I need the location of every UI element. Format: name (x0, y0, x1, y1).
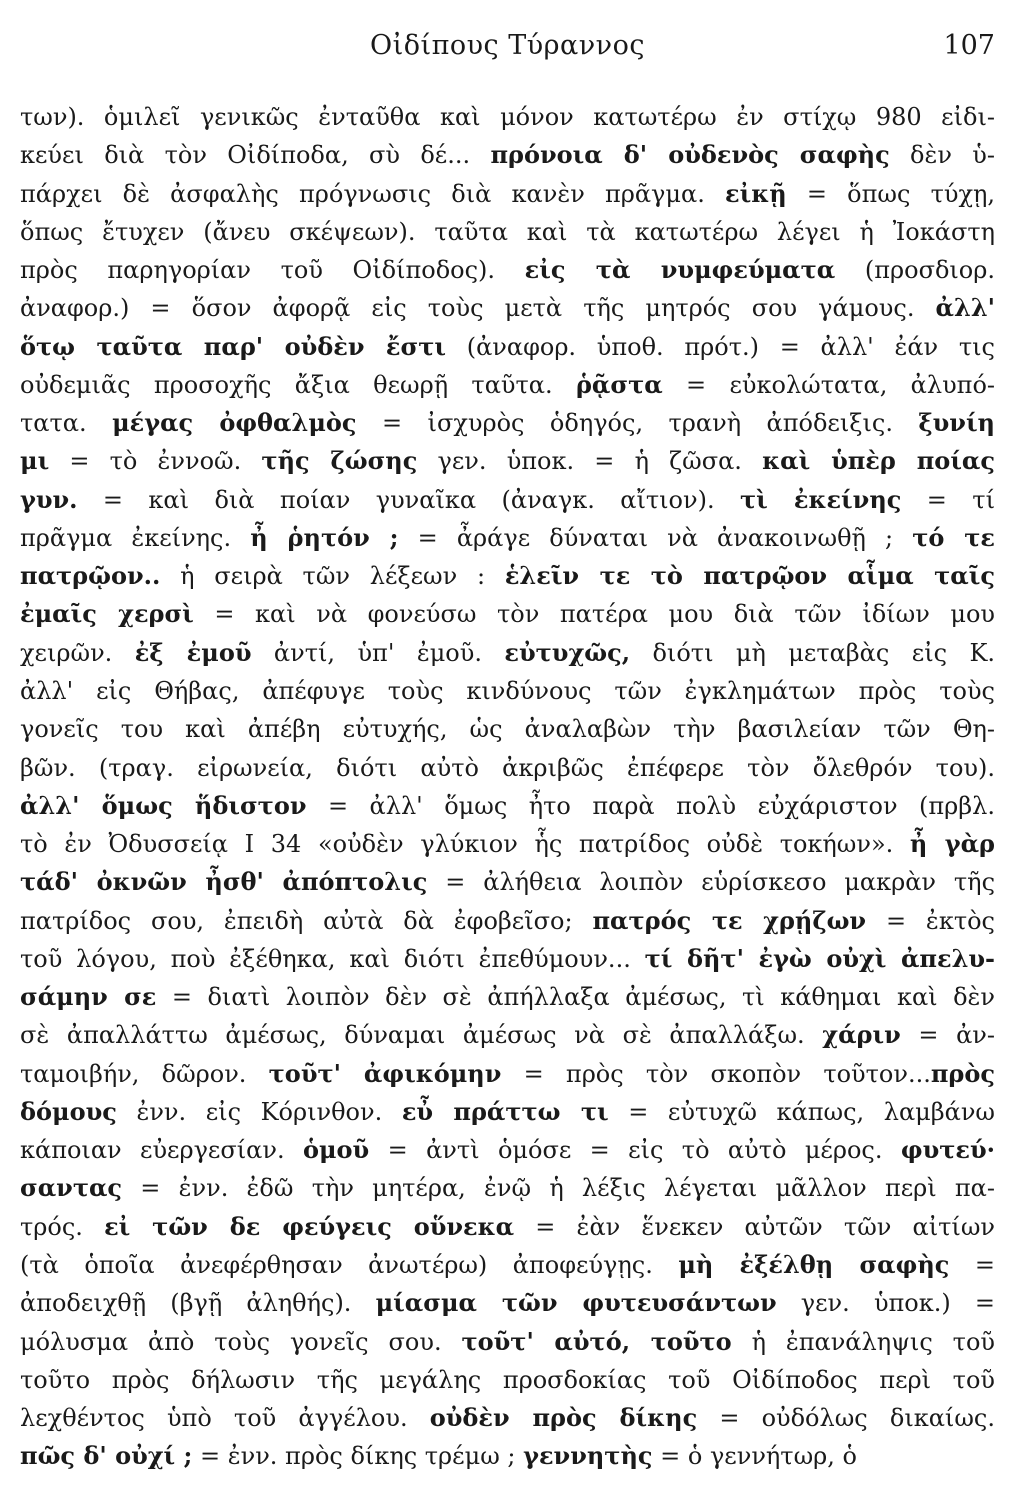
bold-lemma: εἰ τῶν δε φεύγεις οὕνεκα (104, 1211, 515, 1241)
gloss-text: ἀναφορ.) = ὅσον ἀφορᾷ εἰς τοὺς μετὰ τῆς μητρός σου γάμους. (20, 294, 936, 323)
bold-lemma: οὐδὲν πρὸς δίκης (429, 1403, 698, 1433)
text-line (20, 710, 995, 748)
bold-lemma: μι (20, 446, 50, 476)
bold-lemma: σάμην σε (20, 982, 157, 1012)
gloss-text: γεν. ὑποκ. = ἡ ζῶσα. (417, 447, 763, 476)
gloss-text: = (949, 1250, 995, 1279)
gloss-text: = διατὶ λοιπὸν δὲν σὲ ἀπήλλαξα ἀμέσως, τὶ κάθημαι καὶ δὲν (156, 983, 995, 1012)
gloss-text: = ἀλλ' ὅμως ἦτο παρὰ πολὺ εὐχάριστον (πρβλ. (306, 791, 995, 820)
gloss-text: = οὐδόλως δικαίως. (697, 1404, 995, 1433)
text-line (20, 1323, 995, 1361)
gloss-text: κεύει διὰ τὸν Οἰδίποδα, σὺ δέ... (20, 141, 491, 170)
gloss-text: διότι μὴ μεταβὰς εἰς Κ. (630, 638, 995, 667)
bold-lemma: ἑλεῖν τε τὸ πατρῷον αἷμα ταῖς (504, 561, 995, 591)
text-line (20, 940, 995, 978)
text-line (20, 1131, 995, 1169)
bold-lemma: ἀλλ' ὅμως ἥδιστον (20, 790, 307, 820)
text-line (20, 289, 995, 327)
bold-lemma: μέγας ὀφθαλμὸς (112, 408, 357, 438)
bold-lemma: τῆς ζώσης (261, 446, 418, 476)
text-line (20, 404, 995, 442)
gloss-text: = ἀντὶ ὁμόσε = εἰς τὸ αὐτὸ μέρος. (369, 1136, 901, 1165)
gloss-text: πρὸς παρηγορίαν τοῦ Οἰδίποδος). (20, 256, 525, 285)
text-line (20, 175, 995, 213)
text-line (20, 863, 995, 901)
text-line (20, 1169, 995, 1207)
bold-lemma: εὖ πράττω τι (401, 1096, 609, 1126)
bold-lemma: εἰς τὰ νυμφεύματα (524, 255, 836, 285)
text-line (20, 366, 995, 404)
text-line (20, 787, 995, 825)
text-line (20, 251, 995, 289)
gloss-text: = τὸ ἐννοῶ. (49, 447, 262, 476)
gloss-text: κάποιαν εὐεργεσίαν. (20, 1136, 303, 1165)
bold-lemma: ἦ γὰρ (909, 829, 995, 859)
gloss-text: = ἐνν. ἐδῶ τὴν μητέρα, ἐνῷ ἡ λέξις λέγεται μᾶλλον περὶ πα- (122, 1174, 995, 1203)
bold-lemma: τάδ' ὀκνῶν ἦσθ' ἀπόπτολις (20, 867, 428, 897)
gloss-text: ἀποδειχθῇ (βγῇ ἀληθής). (20, 1289, 376, 1318)
text-line (20, 1284, 995, 1322)
gloss-text: τρός. (20, 1212, 105, 1241)
gloss-text: = τί (901, 485, 995, 514)
bold-lemma: εὐτυχῶς, (504, 637, 631, 667)
gloss-text: ὅπως ἔτυχεν (ἄνευ σκέψεων). ταῦτα καὶ τὰ κατωτέρω λέγει ἡ Ἰοκάστη (20, 217, 995, 246)
gloss-text: τοῦ λόγου, ποὺ ἐξέθηκα, καὶ διότι ἐπεθύμουν... (20, 944, 645, 973)
text-line (20, 1246, 995, 1284)
text-line (20, 519, 995, 557)
text-line (20, 328, 995, 366)
text-line (20, 1399, 995, 1437)
running-title: Οἰδίπους Τύραννος (370, 30, 645, 61)
gloss-text: βῶν. (τραγ. εἰρωνεία, διότι αὐτὸ ἀκριβῶς ἐπέφερε τὸν ὄλεθρόν του). (20, 753, 995, 782)
page-number: 107 (943, 30, 995, 61)
bold-lemma: τοῦτ' αὐτό, τοῦτο (461, 1326, 732, 1356)
gloss-text: οὐδεμιᾶς προσοχῆς ἄξια θεωρῇ ταῦτα. (20, 370, 576, 399)
gloss-text: ἐνν. εἰς Κόρινθον. (116, 1097, 402, 1126)
text-line (20, 902, 995, 940)
bold-lemma: ῥᾷστα (575, 369, 663, 399)
gloss-text: = ἰσχυρὸς ὁδηγός, τρανὴ ἀπόδειξις. (356, 409, 919, 438)
gloss-text: ἀλλ' εἰς Θήβας, ἀπέφυγε τοὺς κινδύνους τῶν ἐγκλημάτων πρὸς τοὺς (20, 676, 995, 705)
text-line (20, 1361, 995, 1399)
bold-lemma: γεννητὴς (523, 1441, 653, 1471)
text-line (20, 1437, 995, 1475)
bold-lemma: φυτεύ· (900, 1135, 995, 1165)
bold-lemma: τοῦτ' ἀφικόμην (268, 1058, 502, 1088)
gloss-text: γονεῖς του καὶ ἀπέβη εὐτυχής, ὡς ἀναλαβὼν τὴν βασιλείαν τῶν Θη- (20, 715, 995, 744)
gloss-text: (προσδιορ. (835, 256, 995, 285)
gloss-text: δὲν ὑ- (889, 141, 995, 170)
gloss-text: τὸ ἐν Ὀδυσσείᾳ Ι 34 «οὐδὲν γλύκιον ἧς πατρίδος οὐδὲ τοκήων». (20, 830, 910, 859)
bold-lemma: πῶς δ' οὐχί ; (20, 1441, 193, 1471)
gloss-text: χειρῶν. (20, 638, 135, 667)
gloss-text: (τὰ ὁποῖα ἀνεφέρθησαν ἀνωτέρω) ἀποφεύγῃς. (20, 1250, 679, 1279)
bold-lemma: τί δῆτ' ἐγὼ οὐχὶ ἀπελυ- (644, 943, 995, 973)
bold-lemma: τὶ ἐκείνης (740, 484, 902, 514)
gloss-text: = εὐτυχῶ κάπως, λαμβάνω (608, 1097, 995, 1126)
gloss-text: = ἆράγε δύναται νὰ ἀνακοινωθῇ ; (398, 523, 913, 552)
bold-lemma: μὴ ἐξέλθῃ σαφὴς (678, 1249, 950, 1279)
gloss-text: = εὐκολώτατα, ἀλυπό- (662, 370, 995, 399)
bold-lemma: δόμους (20, 1096, 117, 1126)
text-line (20, 672, 995, 710)
text-line (20, 98, 995, 136)
text-line (20, 1093, 995, 1131)
bold-lemma: ἐξ ἐμοῦ (134, 637, 252, 667)
text-line (20, 557, 995, 595)
gloss-text: μόλυσμα ἀπὸ τοὺς γονεῖς σου. (20, 1327, 462, 1356)
bold-lemma: πρόνοια δ' οὐδενὸς σαφὴς (490, 140, 890, 170)
bold-lemma: πατρῷον.. (20, 561, 161, 591)
bold-lemma: ὅτῳ ταῦτα παρ' οὐδὲν ἔστι (20, 331, 446, 361)
text-line (20, 1208, 995, 1246)
gloss-text: = ὁ γεννήτωρ, ὁ (652, 1442, 857, 1471)
text-line (20, 1055, 995, 1093)
text-line (20, 634, 995, 672)
gloss-text: των). ὁμιλεῖ γενικῶς ἐνταῦθα καὶ μόνον κατωτέρω ἐν στίχῳ 980 εἰδι- (20, 103, 995, 131)
gloss-text: = ἐκτὸς (866, 906, 995, 935)
gloss-text: πρᾶγμα ἐκείνης. (20, 523, 251, 552)
gloss-text: = καὶ διὰ ποίαν γυναῖκα (ἀναγκ. αἴτιον). (77, 485, 740, 514)
gloss-text: πάρχει δὲ ἀσφαλὴς πρόγνωσις διὰ κανὲν πρᾶγμα. (20, 179, 726, 208)
gloss-text: = ἐὰν ἕνεκεν αὐτῶν τῶν αἰτίων (514, 1212, 995, 1241)
bold-lemma: πρὸς (930, 1058, 995, 1088)
gloss-text: = πρὸς τὸν σκοπὸν τοῦτον... (501, 1059, 931, 1088)
gloss-text: τατα. (20, 409, 113, 438)
text-line (20, 749, 995, 787)
text-line (20, 825, 995, 863)
bold-lemma: ἀλλ' (935, 293, 995, 323)
bold-lemma: γυν. (20, 484, 78, 514)
gloss-text: γεν. ὑποκ.) = (776, 1289, 995, 1318)
gloss-text: = ὅπως τύχῃ, (786, 179, 995, 208)
bold-lemma: ὁμοῦ (302, 1135, 370, 1165)
gloss-text: = ἀν- (900, 1021, 995, 1050)
gloss-text: ταμοιβήν, δῶρον. (20, 1059, 269, 1088)
bold-lemma: καὶ ὑπὲρ ποίας (762, 446, 995, 476)
bold-lemma: ἐμαῖς χερσὶ (20, 599, 194, 629)
bold-lemma: τό τε (912, 522, 995, 552)
gloss-text: λεχθέντος ὑπὸ τοῦ ἀγγέλου. (20, 1404, 430, 1433)
text-line (20, 136, 995, 174)
gloss-text: ἡ ἐπανάληψις τοῦ (731, 1327, 995, 1356)
bold-lemma: ξυνίη (918, 408, 995, 438)
bold-lemma: ἦ ῥητόν ; (250, 522, 399, 552)
gloss-text: ἡ σειρὰ τῶν λέξεων : (160, 562, 505, 591)
text-line (20, 481, 995, 519)
page-header (20, 30, 995, 70)
text-line (20, 442, 995, 480)
bold-lemma: σαντας (20, 1173, 123, 1203)
gloss-text: = ἐνν. πρὸς δίκης τρέμω ; (192, 1442, 524, 1471)
gloss-text: = καὶ νὰ φονεύσω τὸν πατέρα μου διὰ τῶν ἰδίων μου (193, 600, 995, 629)
bold-lemma: πατρός τε χρῄζων (592, 905, 867, 935)
bold-lemma: εἰκῇ (725, 178, 787, 208)
text-line (20, 1016, 995, 1054)
gloss-text: (ἀναφορ. ὑποθ. πρότ.) = ἀλλ' ἐάν τις (445, 332, 995, 361)
gloss-text: τοῦτο πρὸς δήλωσιν τῆς μεγάλης προσδοκίας τοῦ Οἰδίποδος περὶ τοῦ (20, 1365, 995, 1394)
bold-lemma: χάριν (822, 1020, 901, 1050)
text-line (20, 595, 995, 633)
text-line (20, 213, 995, 251)
text-line (20, 978, 995, 1016)
commentary-text (20, 98, 995, 1476)
gloss-text: πατρίδος σου, ἐπειδὴ αὐτὰ δὰ ἐφοβεῖσο; (20, 906, 593, 935)
gloss-text: σὲ ἀπαλλάττω ἀμέσως, δύναμαι ἀμέσως νὰ σὲ ἀπαλλάξω. (20, 1021, 823, 1050)
gloss-text: = ἀλήθεια λοιπὸν εὑρίσκεσο μακρὰν τῆς (427, 868, 995, 897)
gloss-text: ἀντί, ὑπ' ἐμοῦ. (251, 638, 505, 667)
bold-lemma: μίασμα τῶν φυτευσάντων (375, 1288, 777, 1318)
